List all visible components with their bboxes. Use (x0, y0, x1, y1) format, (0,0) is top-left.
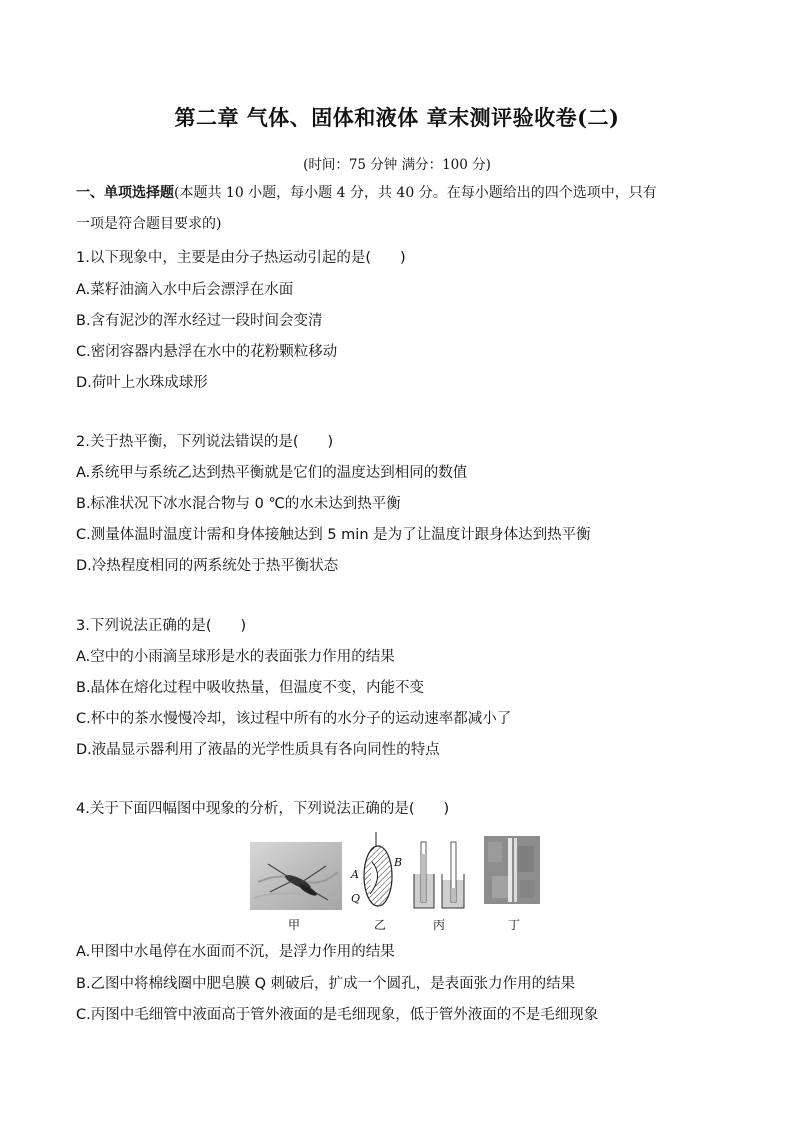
section-desc-2: 一项是符合题目要求的) (76, 216, 222, 232)
capillary-tubes-diagram (412, 840, 468, 912)
q2-option-d: D.冷热程度相同的两系统处于热平衡状态 (76, 558, 339, 574)
q1-stem: 1.以下现象中，主要是由分子热运动引起的是( ) (76, 250, 406, 266)
fig-label-yi: 乙 (374, 918, 387, 932)
q1-option-c: C.密闭容器内悬浮在水中的花粉颗粒移动 (76, 344, 338, 360)
q1-option-b: B.含有泥沙的浑水经过一段时间会变清 (76, 313, 323, 329)
fig-label-ding: 丁 (508, 918, 521, 932)
q4-option-b: B.乙图中将棉线圈中肥皂膜 Q 刺破后，扩成一个圆孔，是表面张力作用的结果 (76, 976, 576, 992)
fig-letter-a: A (351, 868, 359, 881)
q3-option-c: C.杯中的茶水慢慢冷却，该过程中所有的水分子的运动速率都减小了 (76, 711, 512, 727)
water-strider-image (250, 842, 342, 910)
q4-option-a: A.甲图中水黾停在水面而不沉，是浮力作用的结果 (76, 944, 395, 960)
q1-option-a: A.菜籽油滴入水中后会漂浮在水面 (76, 282, 294, 298)
section-heading (76, 178, 726, 240)
page-title: 第二章 气体、固体和液体 章末测评验收卷(二) (174, 105, 620, 130)
q3-stem: 3.下列说法正确的是( ) (76, 618, 247, 634)
q4-figures (250, 830, 560, 930)
fig-letter-b: B (394, 856, 403, 869)
q4-option-c: C.丙图中毛细管中液面高于管外液面的是毛细现象，低于管外液面的不是毛细现象 (76, 1007, 599, 1023)
q3-option-a: A.空中的小雨滴呈球形是水的表面张力作用的结果 (76, 649, 395, 665)
q2-option-c: C.测量体温时温度计需和身体接触达到 5 min 是为了让温度计跟身体达到热平衡 (76, 527, 591, 543)
q2-stem: 2.关于热平衡，下列说法错误的是( ) (76, 434, 334, 450)
fig-label-jia: 甲 (288, 918, 301, 932)
capillary-photo (484, 836, 540, 904)
fig-label-bing: 丙 (433, 918, 446, 932)
section-title: 一、单项选择题 (76, 185, 174, 201)
q2-option-a: A.系统甲与系统乙达到热平衡就是它们的温度达到相同的数值 (76, 465, 468, 481)
section-desc-1: (本题共 10 小题，每小题 4 分，共 40 分。在每小题给出的四个选项中，只有 (174, 185, 657, 201)
q4-stem: 4.关于下面四幅图中现象的分析，下列说法正确的是( ) (76, 801, 450, 817)
q1-option-d: D.荷叶上水珠成球形 (76, 375, 208, 391)
exam-meta: (时间：75 分钟 满分：100 分) (303, 157, 491, 173)
fig-letter-q: Q (351, 892, 361, 905)
q3-option-d: D.液晶显示器利用了液晶的光学性质具有各向同性的特点 (76, 742, 440, 758)
q2-option-b: B.标准状况下冰水混合物与 0 ℃的水未达到热平衡 (76, 496, 401, 512)
q3-option-b: B.晶体在熔化过程中吸收热量，但温度不变，内能不变 (76, 680, 425, 696)
